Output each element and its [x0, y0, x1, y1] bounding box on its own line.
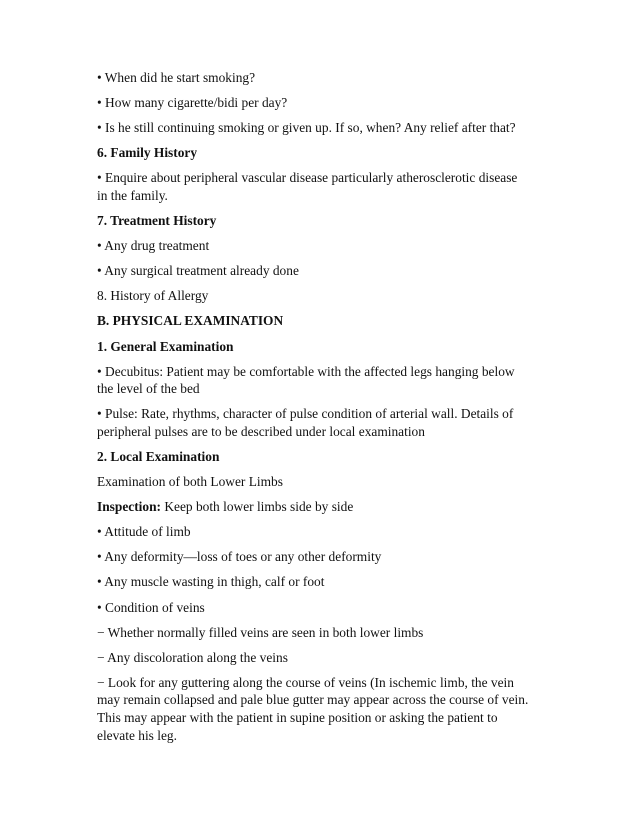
text-line: • Attitude of limb [97, 524, 191, 540]
text-line: 7. Treatment History [97, 213, 217, 229]
text-line: 6. Family History [97, 145, 198, 161]
text-paragraph [97, 119, 547, 137]
text-paragraph [97, 94, 547, 112]
inline-label: Inspection: [97, 499, 161, 515]
text-paragraph [97, 287, 547, 305]
text-paragraph [97, 237, 547, 255]
text-paragraph [97, 405, 547, 440]
text-paragraph [97, 573, 547, 591]
text-line: • Any muscle wasting in thigh, calf or foot [97, 574, 325, 590]
text-line: • Any drug treatment [97, 238, 210, 254]
text-line: This may appear with the patient in supine position or asking the patient to [97, 710, 498, 726]
text-line: • Any surgical treatment already done [97, 263, 299, 279]
section-heading [97, 144, 547, 162]
text-paragraph [97, 498, 547, 516]
text-paragraph [97, 69, 547, 87]
text-line: • How many cigarette/bidi per day? [97, 95, 288, 111]
text-paragraph [97, 599, 547, 617]
text-paragraph [97, 169, 547, 204]
text-line: 2. Local Examination [97, 449, 220, 464]
text-paragraph [97, 624, 547, 642]
text-line: − Any discoloration along the veins [97, 649, 288, 665]
text-line: − Whether normally filled veins are seen in both lower limbs [97, 624, 424, 640]
text-line: • Pulse: Rate, rhythms, character of pulse condition of arterial wall. Details of [97, 406, 514, 422]
text-paragraph [97, 674, 547, 744]
text-paragraph [97, 523, 547, 541]
text-line: − Look for any guttering along the course of veins (In ischemic limb, the vein [97, 674, 514, 690]
text-line: elevate his leg. [97, 727, 177, 743]
section-heading [97, 312, 547, 330]
text-line: • Is he still continuing smoking or given up. If so, when? Any relief after that? [97, 120, 516, 136]
text-paragraph [97, 548, 547, 566]
text-paragraph [97, 262, 547, 280]
text-line: • Enquire about peripheral vascular disease particularly atherosclerotic disease [97, 170, 518, 186]
text-line: • Condition of veins [97, 599, 205, 615]
text-line: • Decubitus: Patient may be comfortable with the affected legs hanging below [97, 363, 515, 379]
text-line: 1. General Examination [97, 338, 234, 354]
text-line: B. PHYSICAL EXAMINATION [97, 313, 284, 329]
text-line: • Any deformity—loss of toes or any other deformity [97, 549, 382, 565]
text-paragraph [97, 649, 547, 667]
text-line: 8. History of Allergy [97, 288, 209, 304]
section-heading [97, 338, 547, 356]
text-paragraph [97, 473, 547, 491]
text-line: peripheral pulses are to be described under local examination [97, 423, 425, 439]
section-heading [97, 448, 547, 466]
text-line: Examination of both Lower Limbs [97, 474, 283, 490]
text-line: the level of the bed [97, 381, 200, 397]
document-page [97, 69, 547, 752]
inline-text: Keep both lower limbs side by side [161, 499, 354, 515]
text-paragraph [97, 363, 547, 398]
text-line: • When did he start smoking? [97, 70, 256, 85]
section-heading [97, 212, 547, 230]
text-line: may remain collapsed and pale blue gutter may appear across the course of vein. [97, 692, 529, 708]
text-line: in the family. [97, 187, 168, 203]
